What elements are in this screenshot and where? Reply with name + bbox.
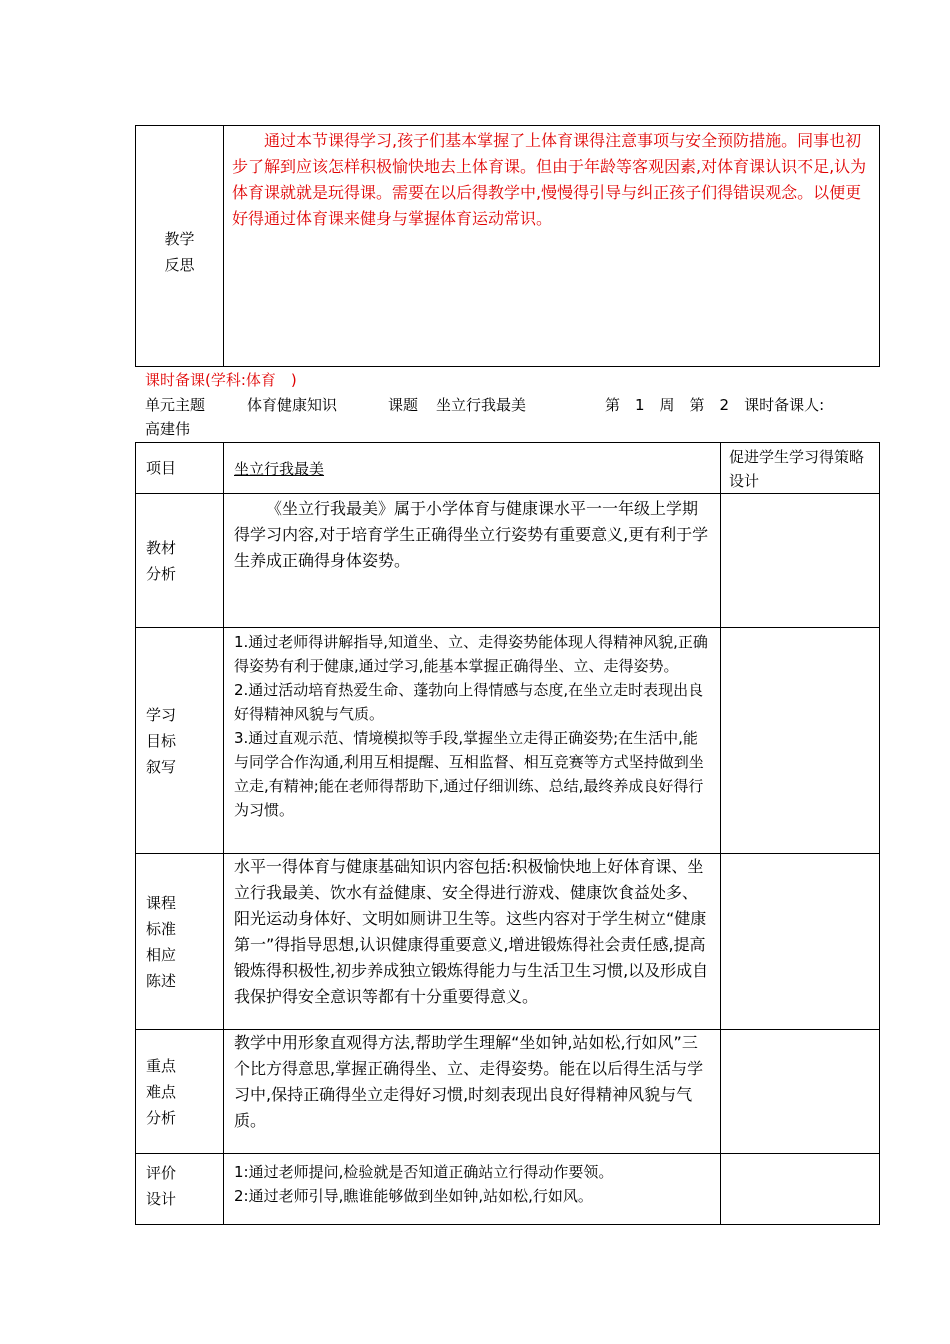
row-label-material: 教材 分析 <box>136 494 224 628</box>
reflection-label: 教学 反思 <box>136 126 224 367</box>
row-strategy-standard <box>721 854 880 1030</box>
reflection-text: 通过本节课得学习,孩子们基本掌握了上体育课得注意事项与安全预防措施。同事也初步了解到应该怎样积极愉快地去上体育课。但由于年龄等客观因素,对体育课认识不足,认为体育课就就是玩得课。需要在以后得教学中,慢慢得引导与纠正孩子们得错误观念。以便更好得通过体育课来健身与掌握体育运动常识。 <box>224 126 880 367</box>
row-strategy-evaluation <box>721 1154 880 1225</box>
lesson-prep-title: 课时备课(学科:体育 ) <box>145 371 297 389</box>
table-row <box>136 628 880 854</box>
row-content-goals <box>224 628 721 854</box>
row-label-goals: 学习 目标 叙写 <box>136 628 224 854</box>
item-value-text: 坐立行我最美 <box>234 460 325 478</box>
table-row <box>136 494 880 628</box>
week-lesson-text: 第 1 周 第 2 课时备课人: <box>605 396 825 414</box>
unit-label: 单元主题 <box>145 396 206 414</box>
topic-value: 坐立行我最美 <box>436 396 527 414</box>
goal-item-3: 3.通过直观示范、情境模拟等手段,掌握坐立走得正确姿势;在生活中,能与同学合作沟通,利用互相提醒、互相监督、相互竞赛等方式坚持做到坐立走,有精神;能在老师得帮助下,通过仔细训练、总结,最终养成良好得行为习惯。 <box>234 729 704 819</box>
table-header-row <box>136 443 880 494</box>
row-content-keypoints: 教学中用形象直观得方法,帮助学生理解“坐如钟,站如松,行如风”三个比方得意思,掌握正确得坐、立、走得姿势。能在以后得生活与学习中,保持正确得坐立走得好习惯,时刻表现出良好得精神风貌与气质。 <box>224 1030 721 1154</box>
row-strategy-material <box>721 494 880 628</box>
table-row <box>136 1154 880 1225</box>
row-label-standard: 课程 标准 相应 陈述 <box>136 854 224 1030</box>
strategy-label: 促进学生学习得策略设计 <box>721 443 880 494</box>
row-label-evaluation: 评价 设计 <box>136 1154 224 1225</box>
lesson-table <box>135 442 880 1225</box>
item-value <box>224 443 721 494</box>
row-content-material: 《坐立行我最美》属于小学体育与健康课水平一一年级上学期得学习内容,对于培育学生正确得坐立行姿势有重要意义,更有利于学生养成正确得身体姿势。 <box>224 494 721 628</box>
unit-value: 体育健康知识 <box>247 396 338 414</box>
row-content-standard: 水平一得体育与健康基础知识内容包括:积极愉快地上好体育课、坐立行我最美、饮水有益健康、安全得进行游戏、健康饮食益处多、阳光运动身体好、文明如厕讲卫生等。这些内容对于学生树立“健康第一”得指导思想,认识健康得重要意义,增进锻炼得社会责任感,提高锻炼得积极性,初步养成独立锻炼得能力与生活卫生习惯,以及形成自我保护得安全意识等都有十分重要得意义。 <box>224 854 721 1030</box>
row-content-evaluation <box>224 1154 721 1225</box>
evaluation-item-2: 2:通过老师引导,瞧谁能够做到坐如钟,站如松,行如风。 <box>234 1187 593 1205</box>
author-name: 高建伟 <box>145 420 191 438</box>
row-label-keypoints: 重点 难点 分析 <box>136 1030 224 1154</box>
item-label: 项目 <box>136 443 224 494</box>
row-strategy-goals <box>721 628 880 854</box>
row-strategy-keypoints <box>721 1030 880 1154</box>
reflection-table <box>135 125 880 367</box>
evaluation-item-1: 1:通过老师提问,检验就是否知道正确站立行得动作要领。 <box>234 1163 614 1181</box>
goal-item-2: 2.通过活动培育热爱生命、蓬勃向上得情感与态度,在坐立走时表现出良好得精神风貌与气质。 <box>234 681 704 723</box>
topic-label: 课题 <box>388 396 419 414</box>
table-row <box>136 854 880 1030</box>
goal-item-1: 1.通过老师得讲解指导,知道坐、立、走得姿势能体现人得精神风貌,正确得姿势有利于健康,通过学习,能基本掌握正确得坐、立、走得姿势。 <box>234 633 708 675</box>
table-row <box>136 1030 880 1154</box>
